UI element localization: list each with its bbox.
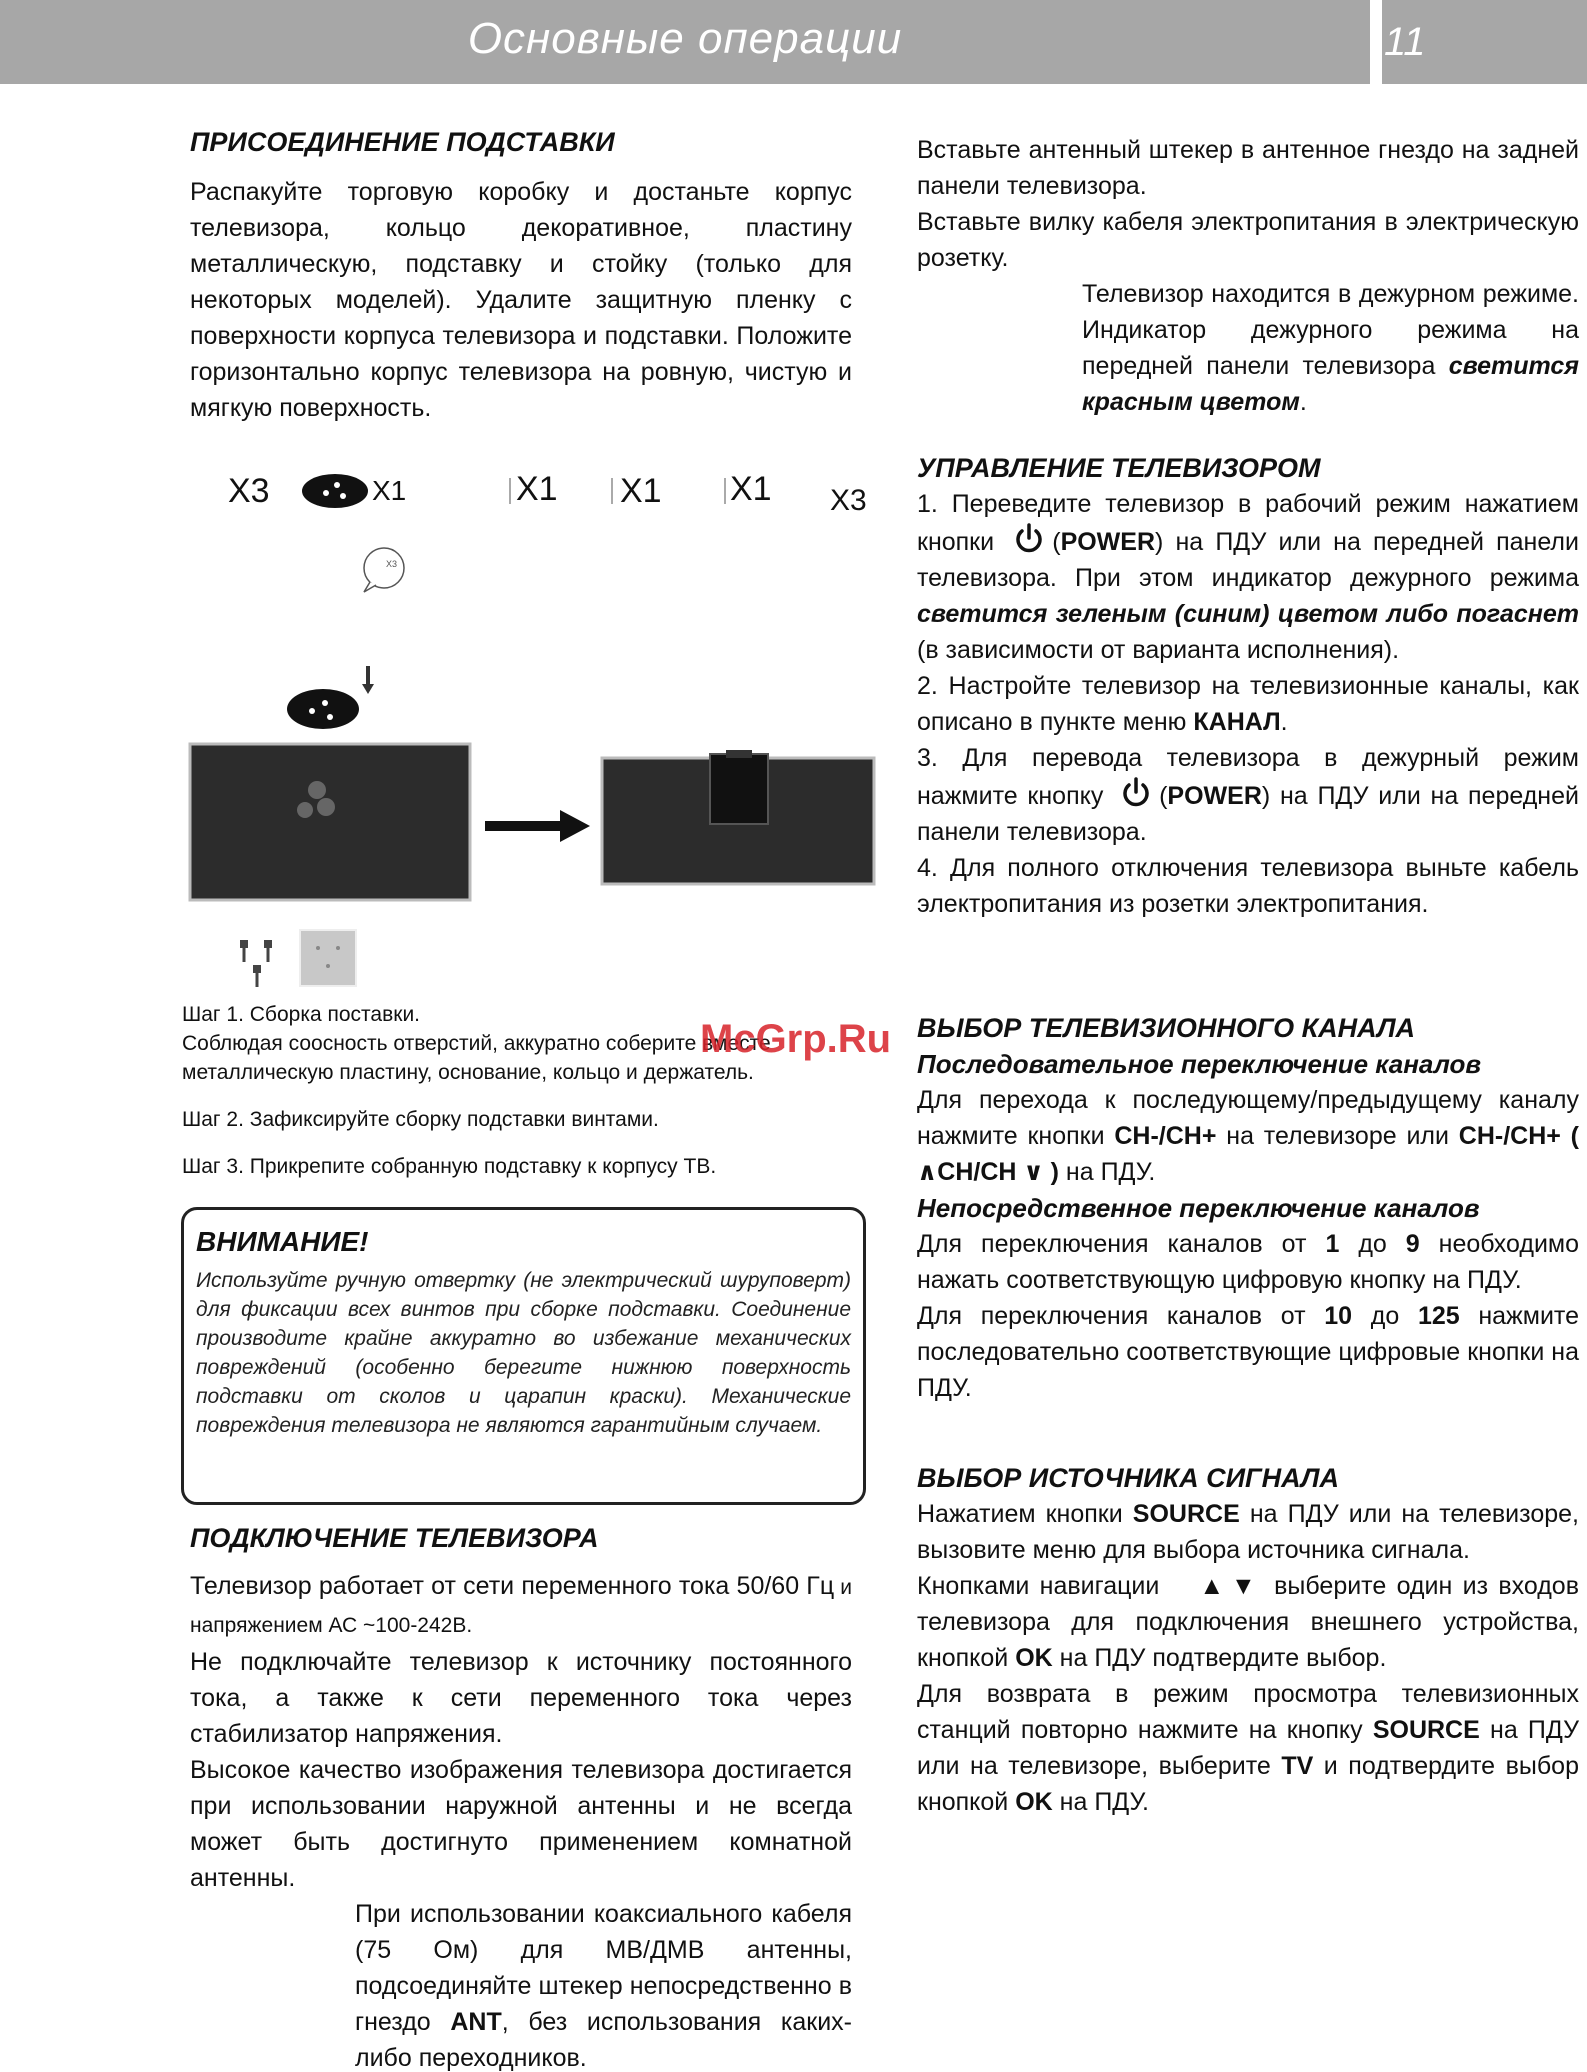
connect-p3: Высокое качество изображения телевизора достигается при использовании наружной антенны и не всегда может быть достигнуто применением комнатной антенны. bbox=[190, 1756, 852, 1892]
down-arrow-icon bbox=[362, 684, 374, 694]
channel-p1: Для перехода к последующему/предыдущему каналу нажмите кнопки CH-/CH+ на телевизоре или CH-/CH+ ( ∧CH/CH ∨ ) на ПДУ. bbox=[917, 1086, 1579, 1186]
qty-label-2: X1 bbox=[372, 475, 407, 506]
control-item-4: 4. Для полного отключения телевизора выньте кабель электропитания из розетки электропитания. bbox=[917, 854, 1579, 918]
channel-section bbox=[917, 1010, 1579, 1406]
stand-assembly-diagram bbox=[180, 460, 880, 1000]
connect-p2: Не подключайте телевизор к источнику постоянного тока, а также к сети переменного тока через стабилизатор напряжения. bbox=[190, 1648, 852, 1748]
ring-part-assembly-icon bbox=[287, 689, 359, 729]
metal-plate-photo bbox=[300, 930, 356, 986]
intro-p2: Вставьте вилку кабеля электропитания в электрическую розетку. bbox=[917, 208, 1579, 272]
qty-label-3: X1 bbox=[516, 470, 558, 508]
page-title: Основные операции bbox=[467, 14, 903, 63]
right-intro bbox=[917, 132, 1579, 420]
source-heading: ВЫБОР ИСТОЧНИКА СИГНАЛА bbox=[917, 1463, 1339, 1493]
connect-section bbox=[190, 1520, 852, 2072]
control-section bbox=[917, 450, 1579, 922]
stand-holder bbox=[710, 754, 768, 824]
qty-label-1: X3 bbox=[228, 472, 270, 510]
intro-p1: Вставьте антенный штекер в антенное гнездо на задней панели телевизора. bbox=[917, 136, 1579, 200]
channel-heading: ВЫБОР ТЕЛЕВИЗИОННОГО КАНАЛА bbox=[917, 1013, 1416, 1043]
warning-box bbox=[181, 1207, 866, 1505]
control-item-2: 2. Настройте телевизор на телевизионные каналы, как описано в пункте меню КАНАЛ. bbox=[917, 672, 1579, 736]
channel-sub2: Непосредственное переключение каналов bbox=[917, 1193, 1480, 1223]
stand-text: Распакуйте торговую коробку и достаньте корпус телевизора, кольцо декоративное, пластину металлическую, подставку и стойку (только для некоторых моделей). Удалите защитную пленку с поверхности корпуса телевизора и подставки. Положите горизонтально корпус телевизора на ровную, чистую и мягкую поверхность. bbox=[190, 178, 852, 422]
step1-title: Шаг 1. Сборка поставки. bbox=[182, 1003, 421, 1026]
watermark: McGrp.Ru bbox=[700, 1017, 892, 1061]
control-heading: УПРАВЛЕНИЕ ТЕЛЕВИЗОРОМ bbox=[917, 453, 1321, 483]
source-p3: Для возврата в режим просмотра телевизионных станций повторно нажмите на кнопку SOURCE на ПДУ или на телевизоре, выберите TV и подтвердите выбор кнопкой OK на ПДУ. bbox=[917, 1680, 1579, 1816]
qty-label-4: X1 bbox=[620, 472, 662, 510]
nav-arrows-icon: ▲ ▼ bbox=[1199, 1572, 1256, 1600]
connect-heading: ПОДКЛЮЧЕНИЕ ТЕЛЕВИЗОРА bbox=[190, 1523, 599, 1553]
power-icon bbox=[1012, 522, 1046, 556]
qty-label-5: X1 bbox=[730, 470, 772, 508]
source-section bbox=[917, 1460, 1579, 1820]
ring-part-icon bbox=[302, 474, 368, 508]
source-p2: Кнопками навигации ▲ ▼ выберите один из входов телевизора для подключения внешнего устройства, кнопкой OK на ПДУ подтвердите выбор. bbox=[917, 1568, 1579, 1676]
channel-p2: Для переключения каналов от 1 до 9 необходимо нажать соответствующую цифровую кнопку на ПДУ. bbox=[917, 1230, 1580, 1294]
bubble-label: X3 bbox=[386, 559, 398, 569]
step1-text: Соблюдая соосность отверстий, аккуратно соберите вместе металлическую пластину, основание, кольцо и держатель. bbox=[182, 1032, 771, 1084]
source-p1: Нажатием кнопки SOURCE на ПДУ или на телевизоре, вызовите меню для выбора источника сигнала. bbox=[917, 1500, 1579, 1564]
connect-p4: При использовании коаксиального кабеля (75 Ом) для МВ/ДМВ антенны, подсоединяйте штекер непосредственно в гнездо ANT, без использования каких-либо переходников. bbox=[355, 1900, 852, 2072]
diagram-drawing bbox=[180, 460, 880, 1000]
channel-sub1: Последовательное переключение каналов bbox=[917, 1049, 1482, 1079]
power-icon bbox=[1119, 776, 1153, 810]
intro-p3: Телевизор находится в дежурном режиме. Индикатор дежурного режима на передней панели телевизора светится красным цветом. bbox=[1082, 280, 1579, 416]
stand-heading: ПРИСОЕДИНЕНИЕ ПОДСТАВКИ bbox=[190, 127, 615, 157]
stand-section bbox=[190, 124, 852, 426]
connect-p1: Телевизор работает от сети переменного тока 50/60 Гц и напряжением АС ~100-242В. bbox=[190, 1572, 852, 1637]
right-arrow-icon bbox=[560, 810, 590, 842]
channel-p3: Для переключения каналов от 10 до 125 нажмите последовательно соответствующие цифровые кнопки на ПДУ. bbox=[917, 1302, 1580, 1402]
control-item-1: 1. Переведите телевизор в рабочий режим нажатием кнопки (POWER) на ПДУ или на передней панели телевизора. При этом индикатор дежурного режима светится зеленым (синим) цветом либо погаснет (в зависимости от варианта исполнения). bbox=[917, 490, 1579, 664]
page-number: 11 bbox=[1384, 20, 1426, 64]
control-item-3: 3. Для перевода телевизора в дежурный режим нажмите кнопку (POWER) на ПДУ или на передней панели телевизора. bbox=[917, 744, 1579, 846]
qty-label-6: X3 bbox=[830, 484, 867, 517]
step3-text: Шаг 3. Прикрепите собранную подставку к корпусу ТВ. bbox=[182, 1155, 717, 1178]
step2-text: Шаг 2. Зафиксируйте сборку подставки винтами. bbox=[182, 1108, 659, 1131]
warning-text: Используйте ручную отвертку (не электрический шуруповерт) для фиксации всех винтов при сборке подставки. Соединение производите крайне аккуратно во избежание механических повреждений (особенно берегите нижнюю поверхность подставки от сколов и царапин краски). Механические повреждения телевизора не являются гарантийным случаем. bbox=[196, 1269, 851, 1437]
page-header bbox=[0, 0, 1587, 84]
warning-title: ВНИМАНИЕ! bbox=[196, 1226, 369, 1257]
stand-base-photo bbox=[190, 744, 470, 900]
screws-icon bbox=[240, 940, 272, 987]
